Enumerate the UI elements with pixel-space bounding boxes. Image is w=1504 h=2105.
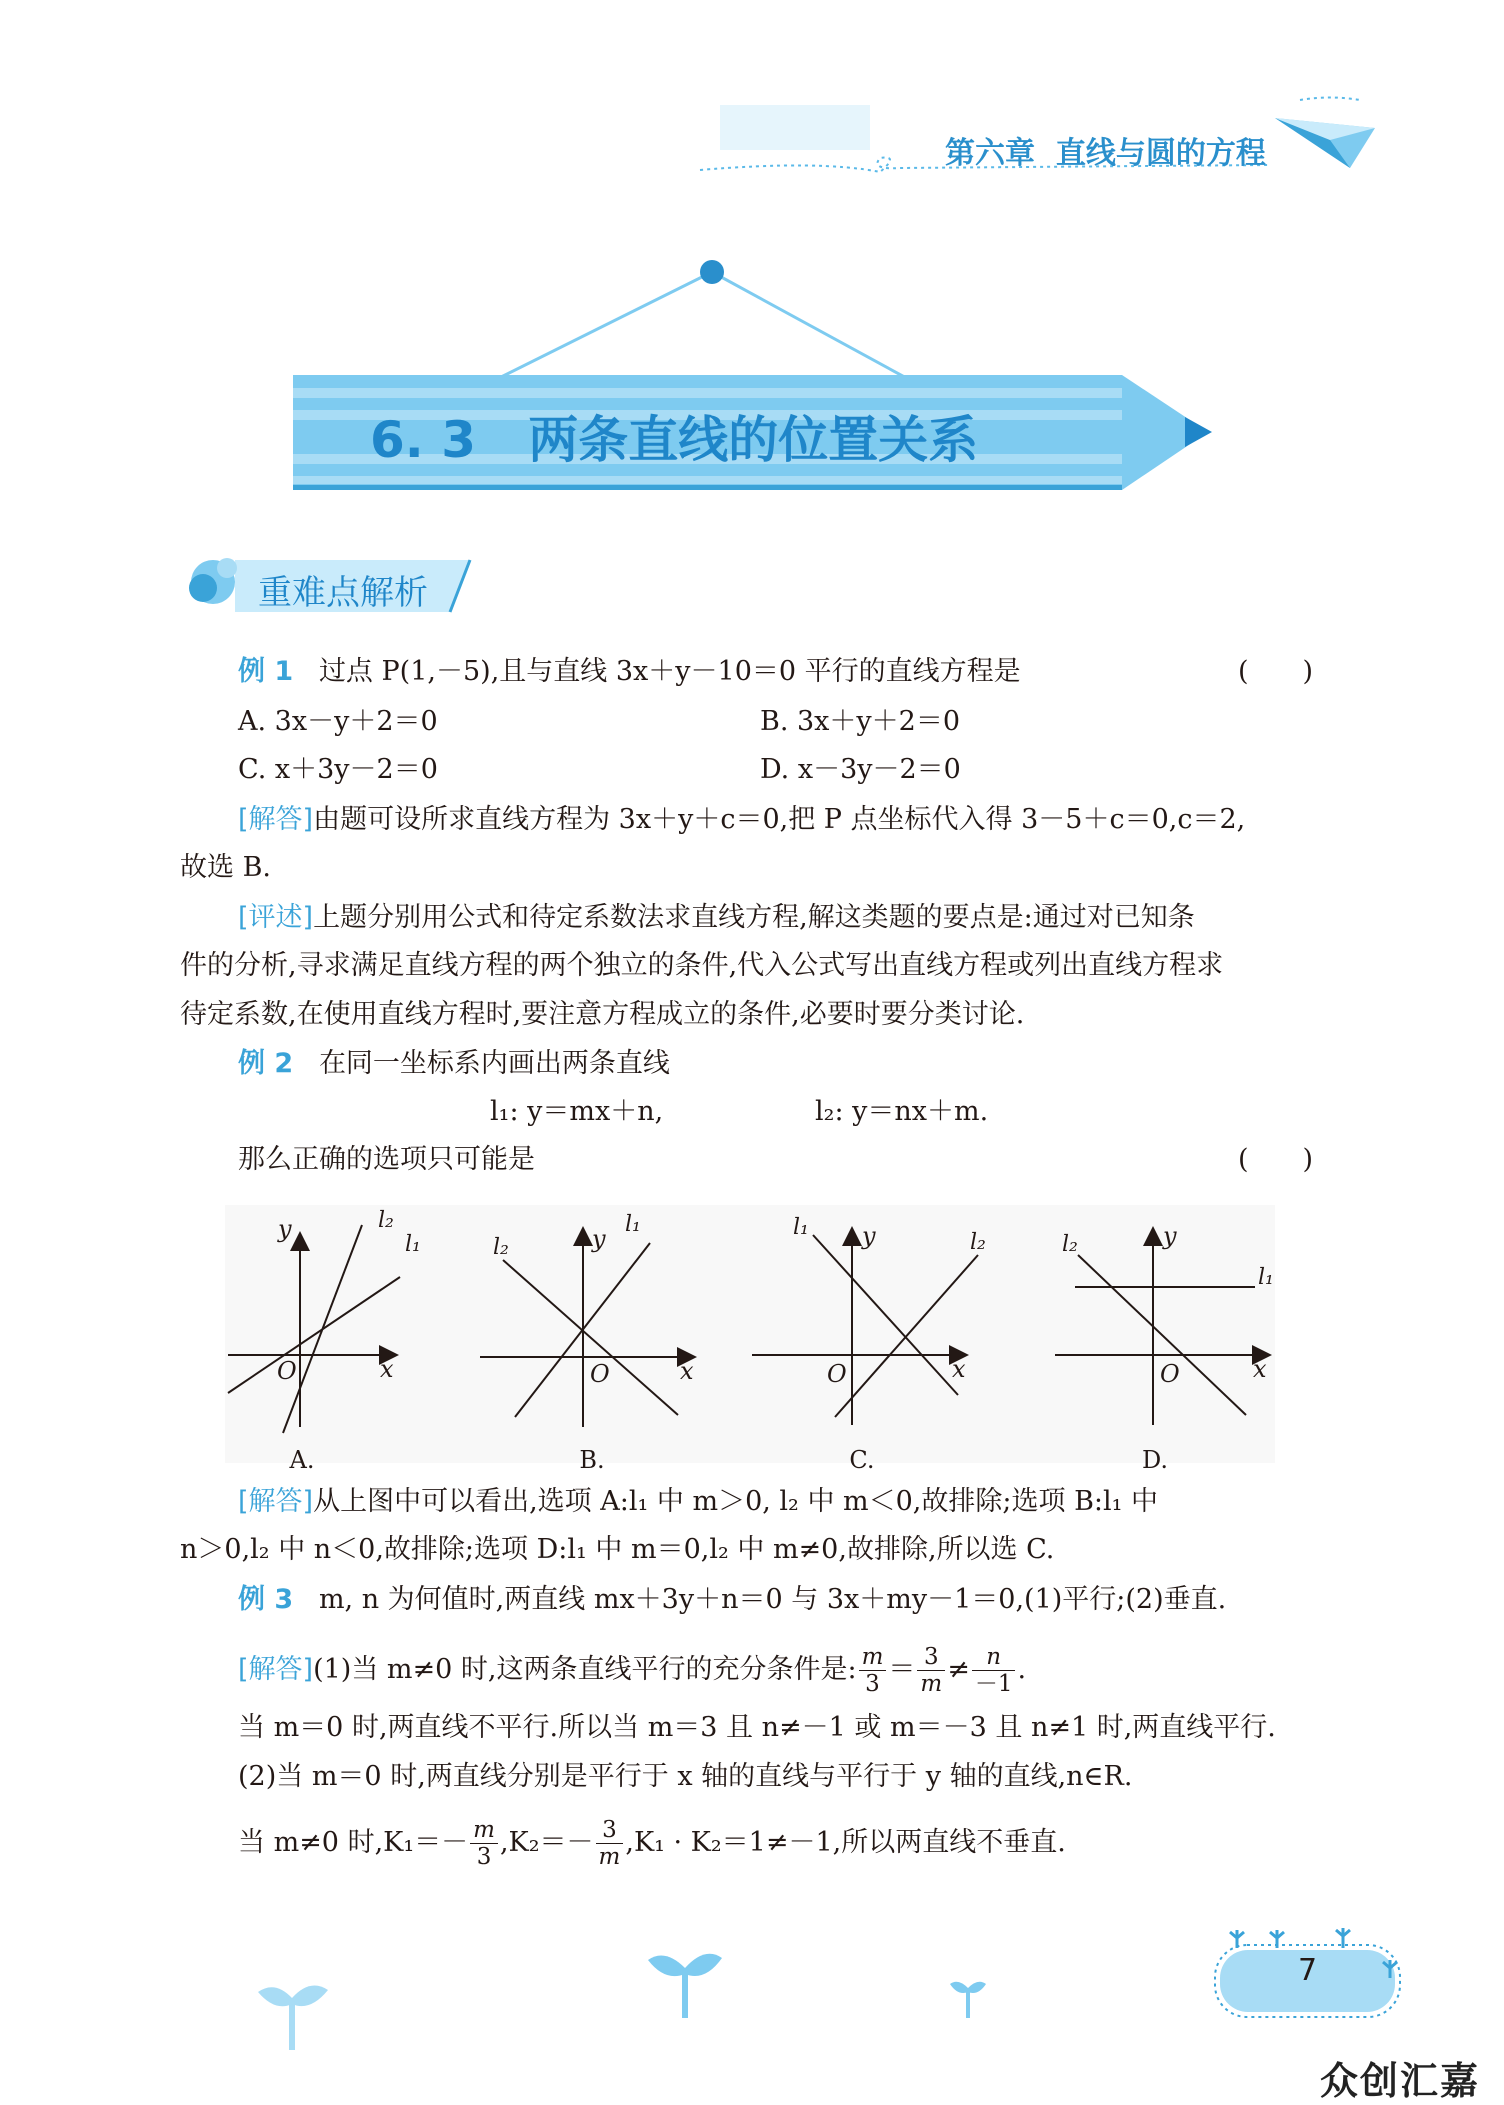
footer-decoration — [0, 1920, 1504, 2094]
ex2-graphs — [0, 1195, 1504, 1475]
graph-b-o: O — [590, 1360, 610, 1388]
ex1-option-b: B. 3x＋y＋2＝0 — [760, 706, 961, 737]
ex2-eq1: l₁: y＝mx＋n, — [490, 1096, 664, 1127]
ex1-review-line2: 件的分析,寻求满足直线方程的两个独立的条件,代入公式写出直线方程或列出直线方程求 — [180, 950, 1224, 981]
ex1-review-line3: 待定系数,在使用直线方程时,要注意方程成立的条件,必要时要分类讨论. — [180, 999, 1025, 1030]
graph-d-x: x — [1253, 1355, 1267, 1383]
graph-c-caption: C. — [849, 1446, 875, 1474]
graph-c-l1-label: l₁ — [793, 1215, 809, 1240]
watermark: 众创汇嘉 — [1320, 2059, 1481, 2103]
sprout-icon — [648, 1954, 722, 2018]
graph-a-l1-label: l₁ — [405, 1232, 421, 1257]
graph-b-y: y — [592, 1225, 606, 1253]
ex3-answer-line1: [解答](1)当 m≠0 时,这两条直线平行的充分条件是: $\frac{m}{3}$ ＝ $\frac{3}{m}$ ≠ $\frac{n}{-1}$ . — [238, 1644, 1027, 1697]
ex1-option-d: D. x－3y－2＝0 — [760, 754, 961, 785]
header-decoration — [0, 0, 1504, 200]
ex2-answer-line2: n＞0,l₂ 中 n＜0,故排除;选项 D:l₁ 中 m＝0,l₂ 中 m≠0,故排除,所以选 C. — [180, 1534, 1055, 1565]
ex3-answer-line3: (2)当 m＝0 时,两直线分别是平行于 x 轴的直线与平行于 y 轴的直线,n∈R. — [238, 1761, 1133, 1792]
ex1-question: 例 1 过点 P(1,－5),且与直线 3x＋y－10＝0 平行的直线方程是 — [238, 656, 1021, 687]
sprout-icon — [950, 1982, 986, 2018]
graph-a-x: x — [380, 1355, 394, 1383]
graph-a-caption: A. — [289, 1446, 315, 1474]
graph-c-y: y — [862, 1222, 876, 1250]
graph-a-l2-label: l₂ — [378, 1208, 394, 1233]
graph-d-o: O — [1160, 1360, 1180, 1388]
ex1-answer-line2: 故选 B. — [180, 852, 272, 883]
graph-b-l1-label: l₁ — [625, 1212, 641, 1237]
sprout-icon — [258, 1986, 328, 2051]
graph-b-x: x — [680, 1357, 694, 1385]
badge-label: 重难点解析 — [258, 573, 428, 613]
graph-c-l2-label: l₂ — [970, 1230, 986, 1255]
graph-b-l2-label: l₂ — [493, 1235, 509, 1260]
graph-d-l2-label: l₂ — [1062, 1232, 1078, 1257]
graph-a-y: y — [278, 1215, 292, 1243]
ex2-eq2: l₂: y＝nx＋m. — [815, 1096, 989, 1127]
ex2-question: 例 2 在同一坐标系内画出两条直线 — [238, 1048, 670, 1079]
ex1-paren: ( ) — [1238, 656, 1314, 687]
ex1-option-a: A. 3x－y＋2＝0 — [238, 706, 438, 737]
ex1-review-line1: [评述]上题分别用公式和待定系数法求直线方程,解这类题的要点是:通过对已知条 — [238, 902, 1195, 933]
ex2-question2: 那么正确的选项只可能是 — [238, 1144, 535, 1175]
page-number: 7 — [1297, 1953, 1318, 1988]
ex3-question: 例 3 m, n 为何值时,两直线 mx＋3y＋n＝0 与 3x＋my－1＝0,(1)平行;(2)垂直. — [238, 1584, 1227, 1615]
graph-c-x: x — [952, 1355, 966, 1383]
ex1-answer-line1: [解答]由题可设所求直线方程为 3x＋y＋c＝0,把 P 点坐标代入得 3－5＋c＝0,c＝2, — [238, 804, 1246, 835]
header-chapter: 第六章 直线与圆的方程 — [945, 136, 1266, 171]
ex3-answer-line4: 当 m≠0 时,K₁＝－ $\frac{m}{3}$ ,K₂＝－ $\frac{3}{m}$ ,K₁ · K₂＝1≠－1,所以两直线不垂直. — [238, 1817, 1066, 1870]
graph-d-l1-label: l₁ — [1258, 1265, 1274, 1290]
ex2-paren: ( ) — [1238, 1144, 1314, 1175]
ex3-answer-line2: 当 m＝0 时,两直线不平行.所以当 m＝3 且 n≠－1 或 m＝－3 且 n≠1 时,两直线平行. — [238, 1712, 1276, 1743]
graph-a-o: O — [277, 1357, 297, 1385]
ex2-answer-line1: [解答]从上图中可以看出,选项 A:l₁ 中 m＞0, l₂ 中 m＜0,故排除;选项 B:l₁ 中 — [238, 1486, 1159, 1517]
graph-c-o: O — [827, 1360, 847, 1388]
graph-d-caption: D. — [1141, 1446, 1168, 1474]
section-title: 6. 3 两条直线的位置关系 — [370, 411, 979, 469]
graph-b-caption: B. — [579, 1446, 605, 1474]
graph-d-y: y — [1163, 1222, 1177, 1250]
ex1-option-c: C. x＋3y－2＝0 — [238, 754, 438, 785]
